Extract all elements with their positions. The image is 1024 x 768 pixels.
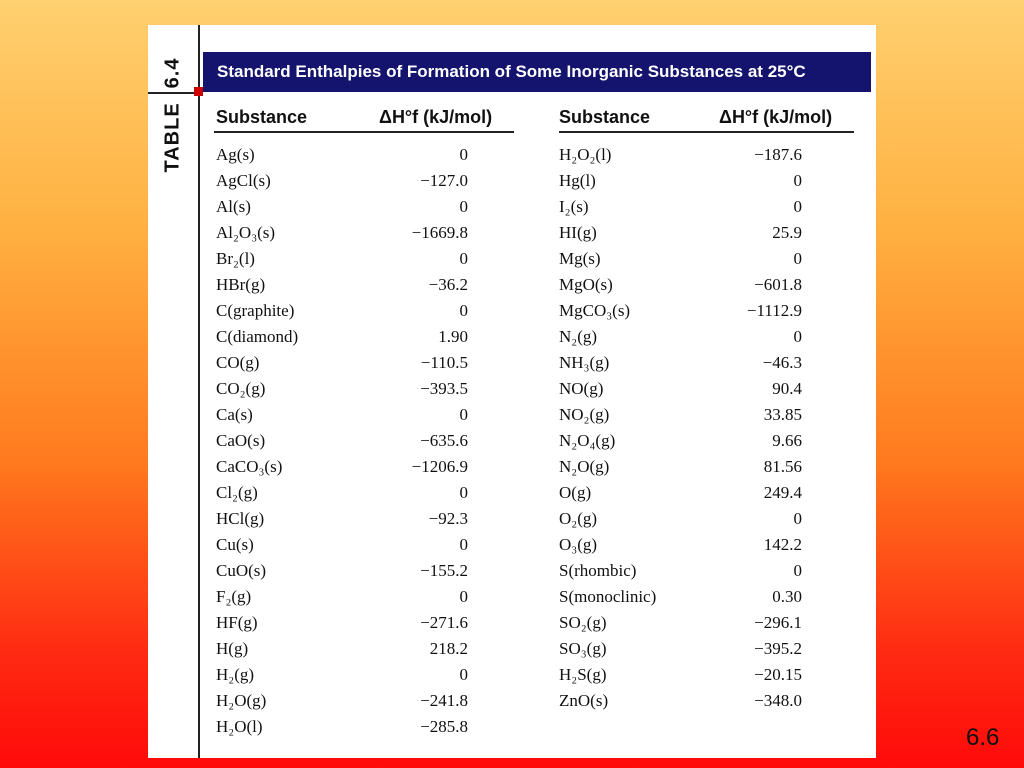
- table-row: [216, 714, 468, 740]
- substance-cell: I₂(s): [559, 197, 589, 216]
- table-row: [216, 428, 468, 454]
- table-row: [216, 532, 468, 558]
- substance-cell: NO(g): [559, 379, 604, 398]
- substance-cell: O₃(g): [559, 535, 598, 554]
- side-divider: [198, 25, 200, 758]
- header-enthalpy-left: ΔH°f (kJ/mol): [379, 107, 493, 127]
- header-rule-right: [559, 131, 854, 133]
- substance-cell: S(rhombic): [559, 561, 637, 580]
- enthalpy-cell: 0: [793, 327, 802, 346]
- substance-cell: Al(s): [216, 197, 251, 216]
- table-side-label: [162, 58, 185, 173]
- substance-cell: CO(g): [216, 353, 260, 372]
- enthalpy-cell: −601.8: [754, 275, 802, 294]
- enthalpy-cell: −46.3: [762, 353, 802, 372]
- substance-cell: NO₂(g): [559, 405, 610, 424]
- substance-cell: ZnO(s): [559, 691, 609, 710]
- enthalpy-cell: 81.56: [763, 457, 802, 476]
- enthalpy-cell: −393.5: [420, 379, 468, 398]
- substance-cell: CaO(s): [216, 431, 266, 450]
- substance-cell: Mg(s): [559, 249, 601, 268]
- enthalpy-cell: −36.2: [428, 275, 468, 294]
- table-row: [216, 506, 468, 532]
- substance-cell: Cu(s): [216, 535, 254, 554]
- enthalpy-cell: −395.2: [754, 639, 802, 658]
- enthalpy-cell: 0: [459, 405, 468, 424]
- substance-cell: Ca(s): [216, 405, 253, 424]
- substance-cell: CO₂(g): [216, 379, 266, 398]
- enthalpy-cell: 0: [793, 509, 802, 528]
- table-row: [216, 246, 468, 272]
- substance-cell: Ag(s): [216, 145, 255, 164]
- table-row: [216, 610, 468, 636]
- substance-cell: Cl₂(g): [216, 483, 258, 502]
- enthalpy-cell: 0: [459, 145, 468, 164]
- substance-cell: SO₃(g): [559, 639, 607, 658]
- substance-cell: H₂O₂(l): [559, 145, 612, 164]
- enthalpy-cell: 0: [459, 197, 468, 216]
- enthalpy-cell: 0: [459, 301, 468, 320]
- table-title: Standard Enthalpies of Formation of Some Inorganic Substances at 25°C: [217, 62, 806, 81]
- substance-cell: HBr(g): [216, 275, 266, 294]
- table-row: [559, 402, 802, 428]
- enthalpy-cell: −187.6: [754, 145, 802, 164]
- table-row: [216, 584, 468, 610]
- enthalpy-cell: 0: [793, 249, 802, 268]
- enthalpy-cell: −155.2: [420, 561, 468, 580]
- table-row: [559, 220, 802, 246]
- enthalpy-cell: 0: [459, 535, 468, 554]
- enthalpy-cell: −110.5: [420, 353, 468, 372]
- substance-cell: MgO(s): [559, 275, 613, 294]
- enthalpy-cell: 142.2: [763, 535, 802, 554]
- table-row: [559, 428, 802, 454]
- enthalpy-cell: 9.66: [772, 431, 802, 450]
- enthalpy-cell: −1112.9: [746, 301, 802, 320]
- header-substance-right: Substance: [559, 107, 651, 127]
- corner-marker: [194, 87, 203, 96]
- substance-cell: HCl(g): [216, 509, 265, 528]
- enthalpy-cell: −1206.9: [411, 457, 468, 476]
- table-row: [559, 350, 802, 376]
- table-row: [559, 298, 802, 324]
- table-row: [216, 324, 468, 350]
- table-row: [216, 402, 468, 428]
- substance-cell: SO₂(g): [559, 613, 607, 632]
- enthalpy-cell: 0: [459, 249, 468, 268]
- enthalpy-cell: −348.0: [754, 691, 802, 710]
- table-row: [559, 168, 802, 194]
- enthalpy-cell: 25.9: [772, 223, 802, 242]
- substance-cell: CuO(s): [216, 561, 267, 580]
- header-substance-left: Substance: [216, 107, 308, 127]
- table-row: [216, 376, 468, 402]
- table-row: [559, 662, 802, 688]
- enthalpy-cell: 0: [793, 561, 802, 580]
- substance-cell: N₂O(g): [559, 457, 610, 476]
- table-card: [148, 25, 876, 758]
- enthalpy-cell: −635.6: [420, 431, 468, 450]
- table-row: [559, 636, 802, 662]
- substance-cell: H(g): [216, 639, 249, 658]
- enthalpy-cell: 33.85: [763, 405, 802, 424]
- table-row: [216, 688, 468, 714]
- enthalpy-cell: −241.8: [420, 691, 468, 710]
- substance-cell: Br₂(l): [216, 249, 255, 268]
- substance-cell: AgCl(s): [216, 171, 271, 190]
- substance-cell: Al₂O₃(s): [216, 223, 276, 242]
- table-row: [216, 350, 468, 376]
- table-row: [216, 298, 468, 324]
- substance-cell: HF(g): [216, 613, 258, 632]
- table-row: [559, 506, 802, 532]
- enthalpy-cell: −271.6: [420, 613, 468, 632]
- table-row: [216, 454, 468, 480]
- enthalpy-cell: 0: [459, 483, 468, 502]
- enthalpy-cell: −1669.8: [411, 223, 468, 242]
- table-row: [559, 246, 802, 272]
- table-label: TABLE: [161, 102, 184, 173]
- enthalpy-cell: 0: [459, 587, 468, 606]
- table-row: [216, 480, 468, 506]
- table-row: [216, 636, 468, 662]
- enthalpy-cell: 0.30: [772, 587, 802, 606]
- substance-cell: CaCO₃(s): [216, 457, 283, 476]
- substance-cell: N₂O₄(g): [559, 431, 616, 450]
- table-row: [216, 194, 468, 220]
- substance-cell: NH₃(g): [559, 353, 610, 372]
- table-row: [216, 220, 468, 246]
- table-row: [559, 272, 802, 298]
- enthalpy-cell: 218.2: [429, 639, 468, 658]
- substance-cell: N₂(g): [559, 327, 598, 346]
- enthalpy-cell: 0: [793, 171, 802, 190]
- enthalpy-cell: −285.8: [420, 717, 468, 736]
- header-rule-left: [214, 131, 514, 133]
- table-row: [559, 454, 802, 480]
- substance-cell: H₂(g): [216, 665, 255, 684]
- table-row: [559, 324, 802, 350]
- substance-cell: O₂(g): [559, 509, 598, 528]
- substance-cell: C(diamond): [216, 327, 299, 346]
- substance-cell: C(graphite): [216, 301, 295, 320]
- table-number: 6.4: [161, 57, 184, 89]
- table-row: [216, 142, 468, 168]
- enthalpy-cell: 0: [459, 665, 468, 684]
- enthalpy-cell: 1.90: [438, 327, 468, 346]
- table-title-bar: [203, 52, 871, 92]
- substance-cell: H₂O(g): [216, 691, 267, 710]
- substance-cell: S(monoclinic): [559, 587, 657, 606]
- substance-cell: MgCO₃(s): [559, 301, 631, 320]
- table-row: [559, 376, 802, 402]
- table-row: [559, 688, 802, 714]
- table-row: [559, 584, 802, 610]
- enthalpy-cell: −127.0: [420, 171, 468, 190]
- table-row: [216, 272, 468, 298]
- substance-cell: H₂O(l): [216, 717, 263, 736]
- substance-cell: H₂S(g): [559, 665, 607, 684]
- enthalpy-cell: 90.4: [772, 379, 802, 398]
- enthalpy-cell: −296.1: [754, 613, 802, 632]
- enthalpy-cell: 249.4: [763, 483, 802, 502]
- table-row: [559, 610, 802, 636]
- substance-cell: Hg(l): [559, 171, 596, 190]
- slide-number: 6.6: [966, 724, 1000, 751]
- enthalpy-cell: 0: [793, 197, 802, 216]
- table-row: [559, 194, 802, 220]
- substance-cell: F₂(g): [216, 587, 252, 606]
- table-row: [216, 168, 468, 194]
- table-row: [559, 532, 802, 558]
- enthalpy-cell: −92.3: [428, 509, 468, 528]
- substance-cell: O(g): [559, 483, 592, 502]
- table-row: [216, 558, 468, 584]
- table-row: [559, 142, 802, 168]
- table-row: [216, 662, 468, 688]
- substance-cell: HI(g): [559, 223, 597, 242]
- table-row: [559, 558, 802, 584]
- table-row: [559, 480, 802, 506]
- enthalpy-cell: −20.15: [754, 665, 802, 684]
- header-enthalpy-right: ΔH°f (kJ/mol): [719, 107, 833, 127]
